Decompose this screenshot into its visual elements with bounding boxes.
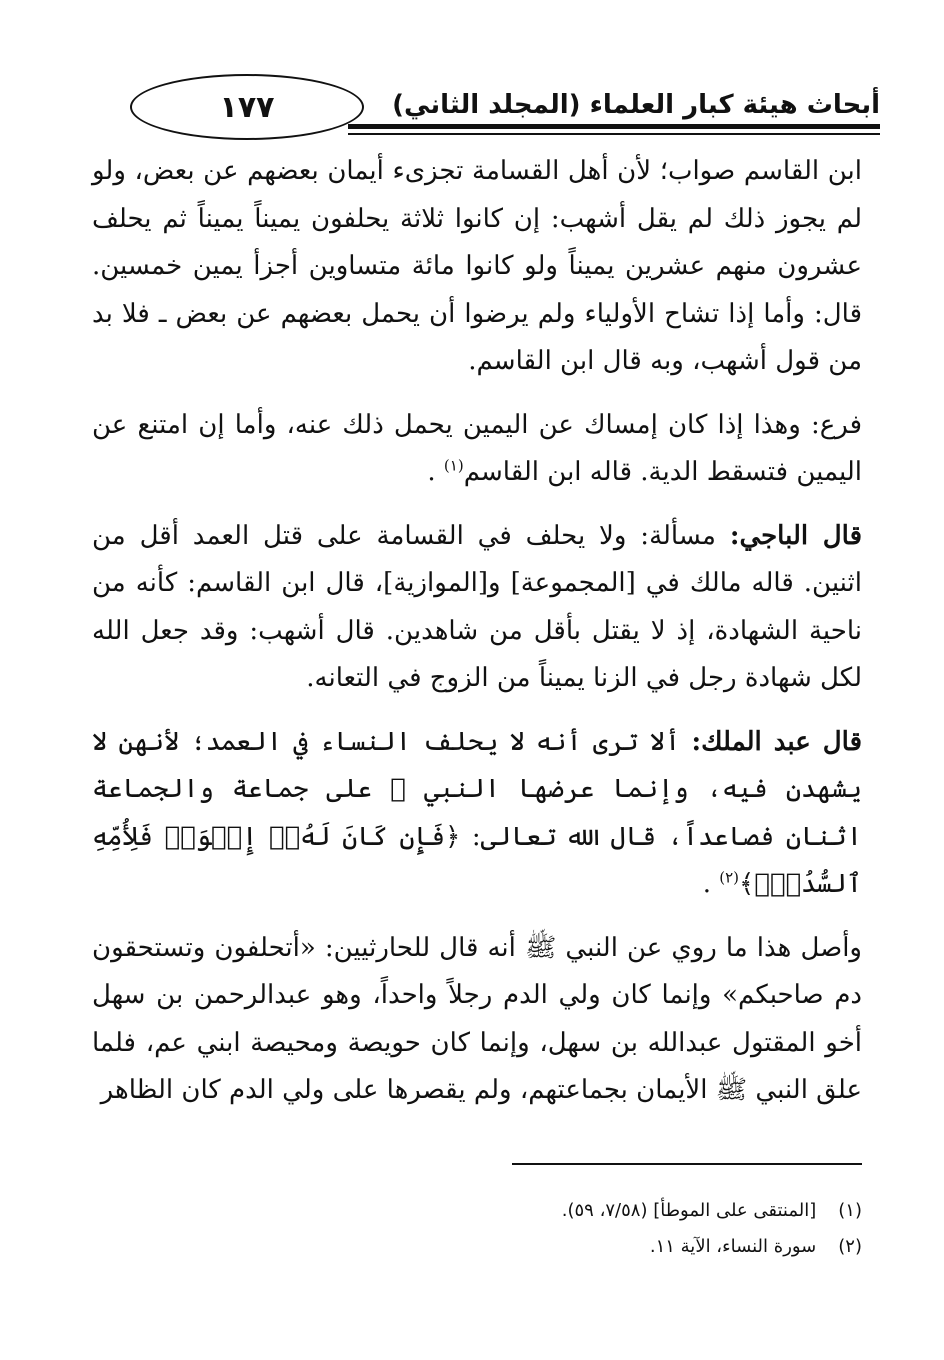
paragraph-text: وأصل هذا ما روي عن النبي ﷺ أنه قال للحارثيين: «أتحلفون وتستحقون دم صاحبكم» وإنما كان ولي الدم رجلاً واحداً، وهو عبدالرحمن بن سهل أخو المقتول عبدالله بن سهل، وإنما كان حويصة ومحيصة ابني عم، فلما علق النبي ﷺ الأيمان بجماعتهم، ولم يقصرها على ولي الدم كان الظاهر	[92, 932, 862, 1105]
footnote-ref[interactable]: (١)	[443, 456, 464, 475]
footnote-number: (٢)	[838, 1236, 862, 1257]
paragraph-text: مسألة: ولا يحلف في القسامة على قتل العمد أقل من اثنين. قاله مالك في [المجموعة] و[الموازية]، قال ابن القاسم: كأنه من ناحية الشهادة، إذ لا يقتل بأقل من شاهدين. قال أشهب: وقد جعل الله لكل شهادة رجل في الزنا يميناً من الزوج في التعانه.	[92, 520, 862, 693]
footnote-text: [المنتقى على الموطأ] (٧/٥٨، ٥٩).	[561, 1200, 817, 1221]
running-title: أبحاث هيئة كبار العلماء (المجلد الثاني)	[392, 90, 880, 120]
footnote	[300, 1229, 862, 1265]
paragraph-tail: .	[427, 457, 444, 487]
page-header	[90, 72, 880, 142]
footnote-number: (١)	[838, 1200, 862, 1221]
paragraph-lead: قال الباجي:	[729, 520, 862, 551]
footnote-text: سورة النساء، الآية ١١.	[649, 1236, 817, 1257]
footnote-ref[interactable]: (٢)	[719, 868, 740, 887]
paragraph-tail: .	[702, 869, 720, 899]
paragraph-text: ابن القاسم صواب؛ لأن أهل القسامة تجزىء أيمان بعضهم عن بعض، ولو لم يجوز ذلك لم يقل أشهب: إن كانوا ثلاثة يحلفون يميناً يميناً ثم يحلف عشرون منهم عشرين يميناً ولو كانوا مائة متساوين أجزأ يمين خمسين. قال: وأما إذا تشاح الأولياء ولم يرضوا أن يحمل بعضهم عن بعض ـ فلا بد من قول أشهب، وبه قال ابن القاسم.	[92, 156, 862, 376]
footnotes	[300, 1193, 862, 1265]
page-number: ١٧٧	[130, 74, 364, 140]
paragraph	[92, 925, 862, 1115]
body-text	[92, 148, 862, 1131]
footnote	[300, 1193, 862, 1229]
paragraph	[92, 148, 862, 386]
header-rule-thick	[348, 124, 880, 129]
paragraph-text: فرع: وهذا إذا كان إمساك عن اليمين يحمل ذلك عنه، وأما إن امتنع عن اليمين فتسقط الدية. قاله ابن القاسم	[92, 409, 862, 487]
footnote-separator	[512, 1163, 862, 1165]
paragraph	[92, 402, 862, 497]
paragraph-text: ألا ترى أنه لا يحلف النساء في العمد؛ لأنهن لا يشهدن فيه، وإنما عرضها النبي ﷺ على جماعة والجماعة اثنان فصاعداً، قال الله تعالى: ﴿فَإِن كَانَ لَهُۥٓ إِخۡوَةٞ فَلِأُمِّهِ ٱلسُّدُسُۚ﴾	[92, 726, 862, 899]
paragraph-lead: قال عبد الملك:	[691, 726, 862, 757]
paragraph	[92, 513, 862, 703]
header-rule-thin	[348, 133, 880, 135]
paragraph	[92, 719, 862, 909]
